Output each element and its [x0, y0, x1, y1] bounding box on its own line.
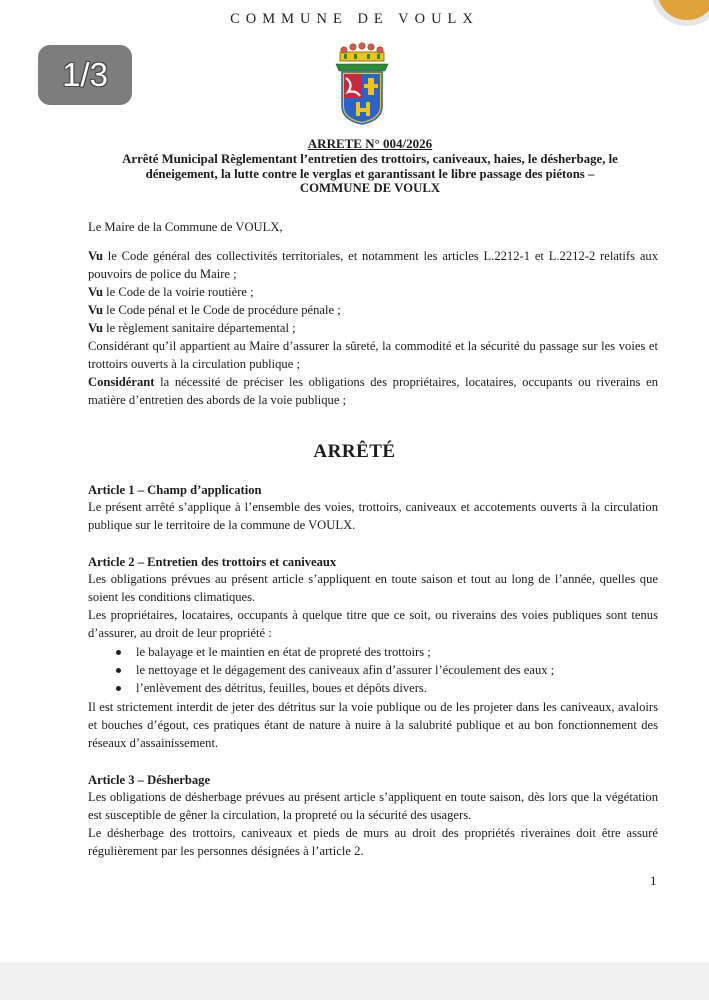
coat-of-arms-icon	[334, 40, 390, 126]
article-2-paragraph-3: Il est strictement interdit de jeter des détritus sur la voie publique ou de les projeter dans les caniveaux, avaloirs et bouches d’égout, ces pratiques étant de nature à nuire à la salubrité publique et au bon fonctionnement des réseaux d’assainissement.	[88, 700, 658, 750]
preamble-considerant-1: Considérant qu’il appartient au Maire d’assurer la sûreté, la commodité et la sécurité du passage sur les voies et trottoirs ouverts à la circulation publique ;	[88, 339, 658, 371]
article-3-paragraph-1: Les obligations de désherbage prévues au présent article s’appliquent en toute saison, dès lors que la végétation est susceptible de gêner la circulation, la propreté ou la sécurité des usagers.	[88, 790, 658, 822]
page-number: 1	[650, 873, 657, 888]
article-1-text: Le présent arrêté s’applique à l’ensemble des voies, trottoirs, caniveaux et accotements ouverts à la circulation publique sur le territoire de la commune de VOULX.	[88, 500, 658, 532]
decree-title: Arrêté Municipal Règlementant l’entretien des trottoirs, caniveaux, haies, le désherbage, le déneigement, la lutte contre le verglas et garantissant le libre passage des piétons –	[122, 152, 618, 181]
preamble-vu-voirie: Vu le Code de la voirie routière ;	[88, 285, 254, 299]
banner-icon	[336, 64, 388, 71]
decree-commune: COMMUNE DE VOULX	[299, 181, 441, 195]
preamble-intro: Le Maire de la Commune de VOULX,	[88, 220, 283, 234]
list-item: le nettoyage et le dégagement des caniveaux afin d’assurer l’écoulement des eaux ;	[116, 661, 656, 679]
preamble-vu-cgct: Vu le Code général des collectivités territoriales, et notamment les articles L.2212-1 et L.2212-2 relatifs aux pouvoirs de police du Maire ;	[88, 249, 658, 281]
crown-icon	[340, 43, 384, 61]
bottom-strip	[0, 962, 709, 1000]
preamble-vu-penal: Vu le Code pénal et le Code de procédure pénale ;	[88, 303, 341, 317]
article-2-bullet-list	[116, 643, 656, 697]
shield-icon	[342, 72, 382, 124]
article-3-title: Article 3 – Désherbage	[88, 773, 211, 787]
page-indicator-badge: 1/3	[38, 45, 132, 105]
decree-title-block	[85, 136, 655, 196]
list-item: le balayage et le maintien en état de propreté des trottoirs ;	[116, 643, 656, 661]
preamble-considerant-2: Considérant la nécessité de préciser les obligations des propriétaires, locataires, occupants ou riverains en matière d’entretien des abords de la voie publique ;	[88, 375, 658, 407]
decree-number: ARRETE N° 004/2026	[307, 136, 433, 151]
list-item: l’enlèvement des détritus, feuilles, boues et dépôts divers.	[116, 679, 656, 697]
preamble-vu-sanitaire: Vu le règlement sanitaire départemental ;	[88, 321, 296, 335]
article-1-title: Article 1 – Champ d’application	[88, 483, 262, 497]
article-2-paragraph-1: Les obligations prévues au présent article s’appliquent en toute saison et tout au long de l’année, quelles que soient les conditions climatiques.	[88, 572, 658, 604]
arrete-heading: ARRÊTÉ	[313, 441, 396, 462]
commune-header: COMMUNE DE VOULX	[230, 11, 479, 27]
article-2-title: Article 2 – Entretien des trottoirs et caniveaux	[88, 555, 337, 569]
article-3-paragraph-2: Le désherbage des trottoirs, caniveaux et pieds de murs au droit des propriétés riveraines doit être assuré régulièrement par les personnes désignées à l’article 2.	[88, 826, 658, 858]
article-2-paragraph-2: Les propriétaires, locataires, occupants à quelque titre que ce soit, ou riverains des voies publiques sont tenus d’assurer, au droit de leur propriété :	[88, 608, 658, 640]
